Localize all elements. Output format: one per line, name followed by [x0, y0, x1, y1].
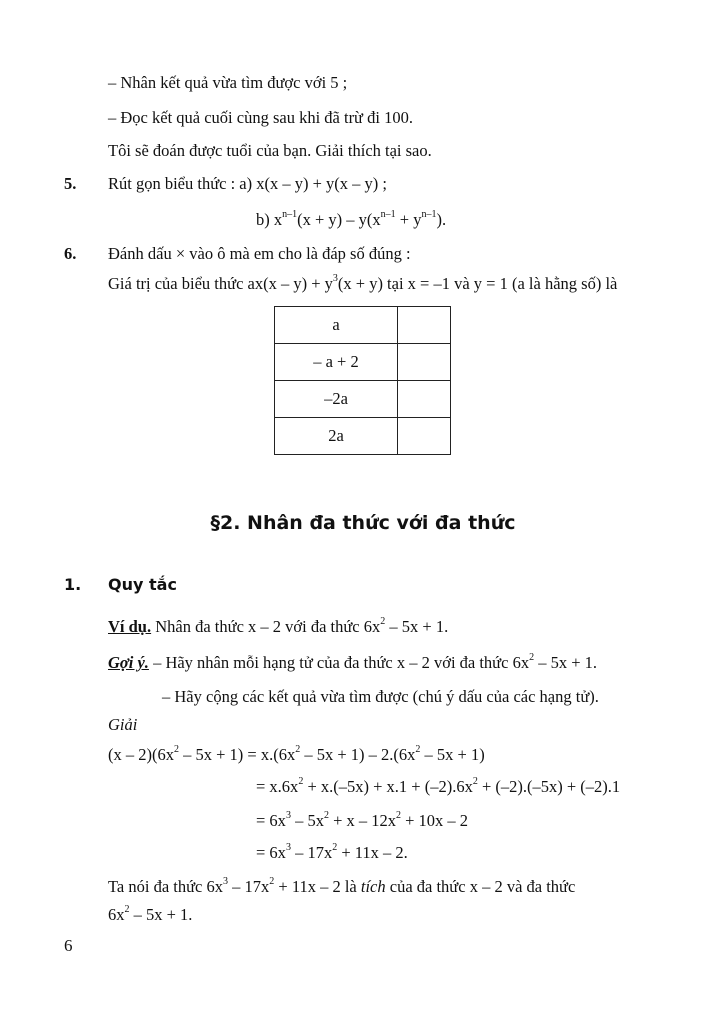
exercise-5-part-a: Rút gọn biểu thức : a) x(x – y) + y(x – y) ;: [108, 174, 387, 193]
instruction-line-3: Tôi sẽ đoán được tuổi của bạn. Giải thích tại sao.: [108, 141, 432, 160]
section-title: §2. Nhân đa thức với đa thức: [210, 512, 516, 534]
instruction-line-2: – Đọc kết quả cuối cùng sau khi đã trừ đi 100.: [108, 108, 413, 127]
example-line: Ví dụ. Nhân đa thức x – 2 với đa thức $6x^2 - 5x + 1$.: [108, 616, 449, 636]
hint-line-2: – Hãy cộng các kết quả vừa tìm được (chú ý dấu của các hạng tử).: [162, 687, 599, 706]
answer-table: [274, 306, 451, 455]
answer-option: 2a: [275, 418, 398, 455]
answer-checkbox[interactable]: [398, 381, 451, 418]
answer-option: –2a: [275, 381, 398, 418]
exercise-6-line-2: Giá trị của biểu thức $ax(x - y) + y^3(x + y)$ tại x = –1 và y = 1 (a là hằng số) là: [108, 273, 618, 293]
subsection-title: Quy tắc: [108, 575, 177, 594]
exercise-5-number: 5.: [64, 174, 77, 193]
conclusion-line-2: $6x^2 - 5x + 1$.: [108, 904, 193, 924]
solution-label: Giải: [108, 715, 138, 734]
hint-line-1: Gợi ý. – Hãy nhân mỗi hạng tử của đa thức x – 2 với đa thức $6x^2 - 5x + 1$.: [108, 652, 598, 672]
answer-checkbox[interactable]: [398, 344, 451, 381]
answer-checkbox[interactable]: [398, 418, 451, 455]
conclusion-line-1: Ta nói đa thức $6x^3 - 17x^2 + 11x - 2$ là tích của đa thức x – 2 và đa thức: [108, 876, 576, 896]
page-number: 6: [64, 936, 73, 955]
exercise-6-line-1: Đánh dấu × vào ô mà em cho là đáp số đúng :: [108, 244, 411, 263]
answer-row: [275, 418, 451, 455]
answer-checkbox[interactable]: [398, 307, 451, 344]
answer-option: – a + 2: [275, 344, 398, 381]
solution-step-2: = $x.6x^2 + x.(-5x) + x.1 + (-2).6x^2 + (-2).(-5x) + (-2).1$: [256, 776, 621, 796]
answer-option: a: [275, 307, 398, 344]
instruction-line-1: – Nhân kết quả vừa tìm được với 5 ;: [108, 73, 348, 92]
solution-step-1: $(x - 2)(6x^2 - 5x + 1) = x.(6x^2 - 5x + 1) - 2.(6x^2 - 5x + 1)$: [108, 744, 485, 764]
answer-row: [275, 307, 451, 344]
answer-row: [275, 344, 451, 381]
subsection-number: 1.: [64, 575, 82, 594]
exercise-6-number: 6.: [64, 244, 77, 263]
exercise-5-part-b: b) $x^{n-1}(x + y) - y(x^{n-1} + y^{n-1})$.: [256, 209, 447, 229]
solution-step-4: = $6x^3 - 17x^2 + 11x - 2$.: [256, 842, 408, 862]
answer-row: [275, 381, 451, 418]
solution-step-3: = $6x^3 - 5x^2 + x - 12x^2 + 10x - 2$: [256, 810, 469, 830]
